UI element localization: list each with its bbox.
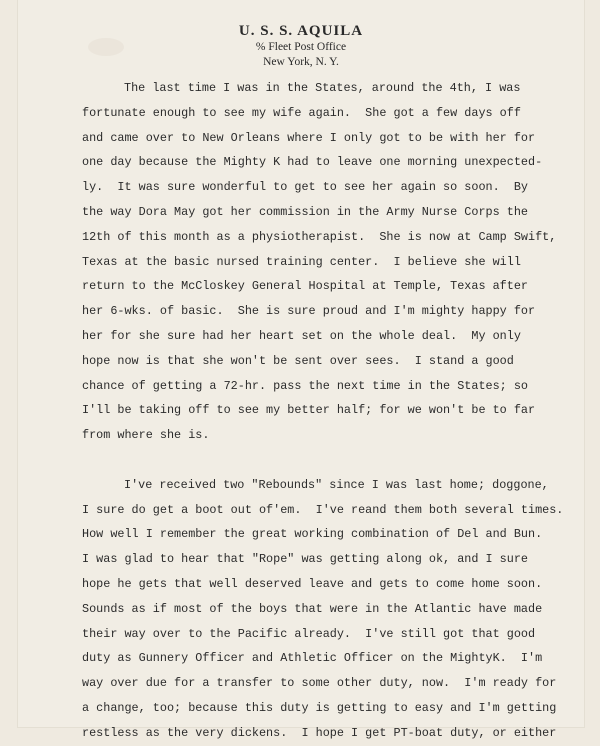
text-line: fortunate enough to see my wife again. She got a few days off [82,105,521,120]
text-line: from where she is. [82,428,210,443]
letterhead-address-line-1: % Fleet Post Office [255,41,347,53]
text-line [82,76,562,101]
text-line-content: I've received two "Rebounds" since I was last home; doggone, [124,477,549,492]
text-line: ly. It was sure wonderful to get to see her again so soon. By [82,180,528,195]
letterhead-ship-name: U. S. S. AQUILA [238,23,364,39]
text-line [82,473,562,498]
text-line: Texas at the basic nursed training center. I believe she will [82,254,521,269]
text-line: way over due for a transfer to some other duty, now. I'm ready for [82,676,557,691]
letterhead [18,22,584,70]
paragraph-gap [82,448,562,473]
text-line: return to the McCloskey General Hospital at Temple, Texas after [82,279,528,294]
text-line: a change, too; because this duty is getting to easy and I'm getting [82,700,557,715]
text-line-content: The last time I was in the States, around the 4th, I was [124,81,521,95]
text-line: I'll be taking off to see my better half; for we won't be to far [82,403,536,418]
text-line: hope he gets that well deserved leave and gets to come home soon. [82,576,543,591]
letter-page [18,0,584,740]
text-line: the way Dora May got her commission in the Army Nurse Corps the [82,204,528,219]
text-line: duty as Gunnery Officer and Athletic Officer on the MightyK. I'm [82,651,543,666]
text-line: Sounds as if most of the boys that were in the Atlantic have made [82,601,543,616]
letterhead-address-line-2: New York, N. Y. [263,56,339,68]
text-line: one day because the Mighty K had to leave one morning unexpected- [82,155,543,170]
text-line: and came over to New Orleans where I only got to be with her for [82,130,536,145]
text-line: How well I remember the great working combination of Del and Bun. [82,527,543,542]
text-line: chance of getting a 72-hr. pass the next time in the States; so [82,378,528,393]
text-line: her 6-wks. of basic. She is sure proud and I'm mighty happy for [82,304,536,319]
paragraph-1 [82,76,562,448]
text-line: her for she sure had her heart set on the whole deal. My only [82,328,521,343]
text-line: restless as the very dickens. I hope I get PT-boat duty, or either [82,725,557,740]
text-line: I sure do get a boot out of'em. I've reand them both several times. [82,502,564,517]
text-line: hope now is that she won't be sent over sees. I stand a good [82,353,514,368]
text-line: I was glad to hear that "Rope" was getting along ok, and I sure [82,552,528,567]
text-line: their way over to the Pacific already. I've still got that good [82,626,536,641]
letter-body [82,76,562,746]
paragraph-2 [82,473,562,746]
text-line: 12th of this month as a physiotherapist. She is now at Camp Swift, [82,229,557,244]
